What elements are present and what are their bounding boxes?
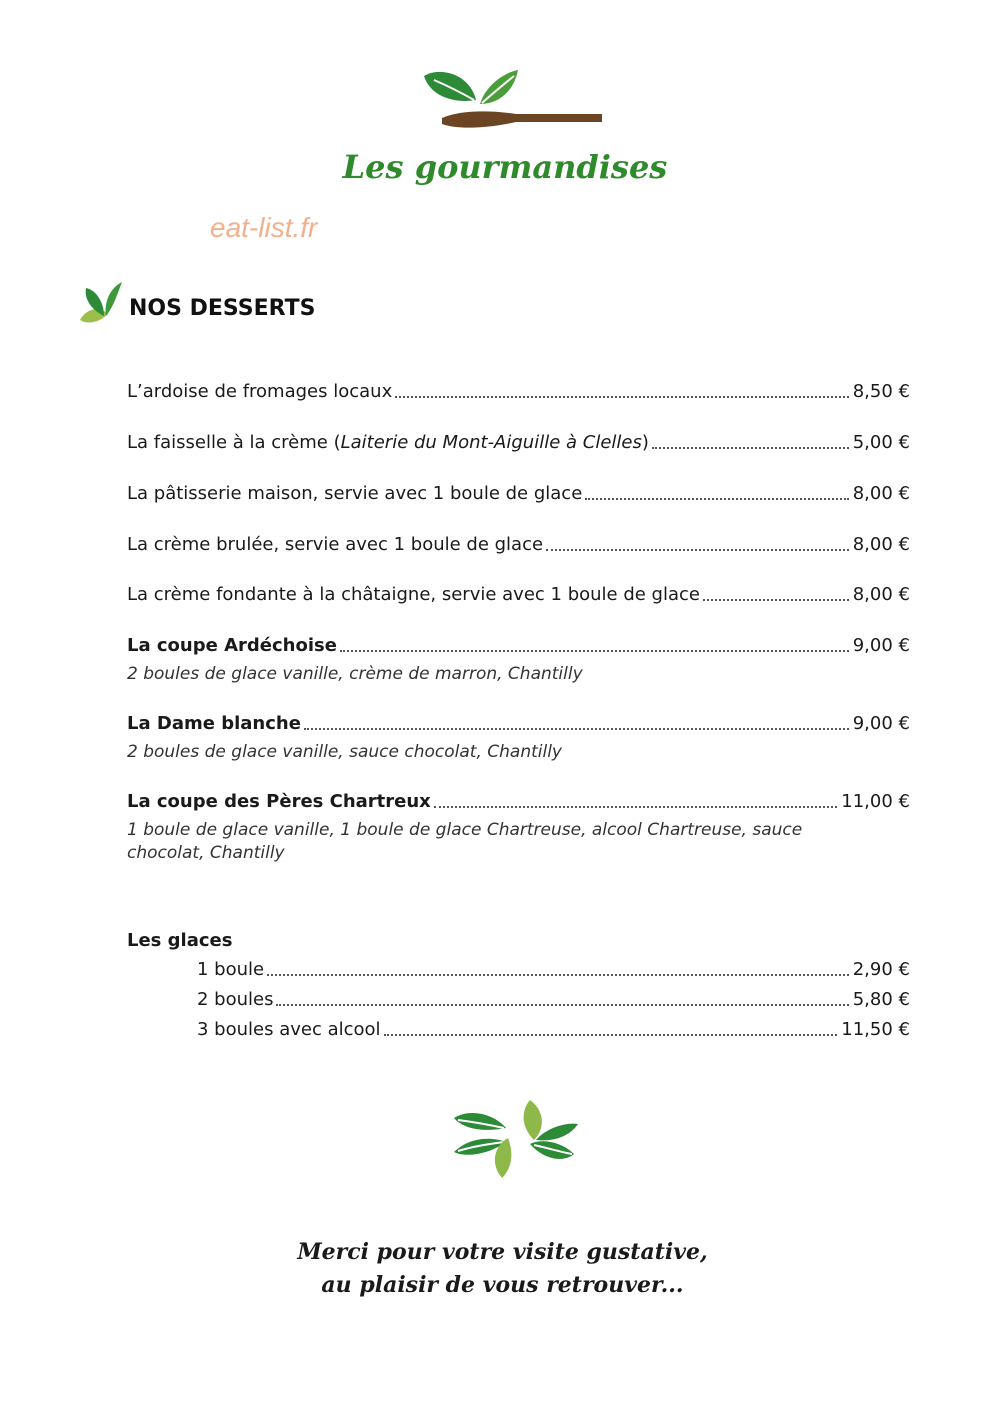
dot-leader xyxy=(434,806,837,808)
item-description: 2 boules de glace vanille, sauce chocolat, Chantilly xyxy=(127,742,562,762)
item-price: 2,90 € xyxy=(852,959,910,980)
thank-you-message xyxy=(0,1236,989,1302)
item-name: La crème brulée, servie avec 1 boule de glace xyxy=(127,534,544,555)
dot-leader xyxy=(304,728,849,730)
item-name: La Dame blanche xyxy=(127,713,301,734)
item-price: 8,00 € xyxy=(852,483,910,504)
menu-item xyxy=(197,959,910,981)
leaves-icon xyxy=(450,1098,582,1182)
item-name: 1 boule xyxy=(197,959,265,980)
item-name-italic: Laiterie du Mont-Aiguille à Clelles xyxy=(340,432,642,453)
dot-leader xyxy=(267,974,849,976)
item-name: 2 boules xyxy=(197,989,274,1010)
item-price: 5,00 € xyxy=(852,432,910,453)
page-title: Les gourmandises xyxy=(342,148,668,186)
item-price: 11,00 € xyxy=(841,791,910,812)
dot-leader xyxy=(395,396,849,398)
menu-item xyxy=(127,534,910,556)
item-price: 8,50 € xyxy=(852,381,910,402)
thank-you-line-1: Merci pour votre visite gustative, xyxy=(297,1239,708,1265)
item-name: La coupe des Pères Chartreux xyxy=(127,791,431,812)
item-name: La crème fondante à la châtaigne, servie avec 1 boule de glace xyxy=(127,584,700,605)
item-price: 8,00 € xyxy=(852,584,910,605)
leaves-spoon-icon xyxy=(420,66,605,136)
item-price: 9,00 € xyxy=(852,713,910,734)
item-price: 9,00 € xyxy=(852,635,910,656)
menu-item xyxy=(127,791,910,865)
dot-leader xyxy=(652,447,849,449)
menu-item xyxy=(127,635,910,686)
item-name: La faisselle à la crème (Laiterie du Mont-Aiguille à Clelles) xyxy=(127,432,649,453)
item-price: 8,00 € xyxy=(852,534,910,555)
item-name: 3 boules avec alcool xyxy=(197,1019,381,1040)
thank-you-line-2: au plaisir de vous retrouver... xyxy=(321,1272,684,1298)
menu-item xyxy=(197,1019,910,1041)
dot-leader xyxy=(546,549,849,551)
dot-leader xyxy=(703,599,849,601)
item-name: La coupe Ardéchoise xyxy=(127,635,337,656)
item-price: 5,80 € xyxy=(852,989,910,1010)
dot-leader xyxy=(384,1034,838,1036)
item-description: 1 boule de glace vanille, 1 boule de glace Chartreuse, alcool Chartreuse, sauce chocolat, Chantilly xyxy=(127,820,803,863)
item-description: 2 boules de glace vanille, crème de marron, Chantilly xyxy=(127,664,583,684)
menu-item xyxy=(127,381,910,403)
menu-item xyxy=(127,432,910,454)
glaces-title: Les glaces xyxy=(127,930,233,951)
dot-leader xyxy=(585,498,848,500)
section-title: NOS DESSERTS xyxy=(129,296,316,321)
menu-item xyxy=(127,713,910,764)
menu-item xyxy=(127,483,910,505)
watermark: eat-list.fr xyxy=(210,212,318,243)
dot-leader xyxy=(340,650,849,652)
dot-leader xyxy=(276,1004,848,1006)
item-name: L’ardoise de fromages locaux xyxy=(127,381,393,402)
menu-item xyxy=(197,989,910,1011)
menu-item xyxy=(127,584,910,606)
item-price: 11,50 € xyxy=(841,1019,910,1040)
item-name: La pâtisserie maison, servie avec 1 boule de glace xyxy=(127,483,583,504)
leaves-icon xyxy=(78,280,126,326)
